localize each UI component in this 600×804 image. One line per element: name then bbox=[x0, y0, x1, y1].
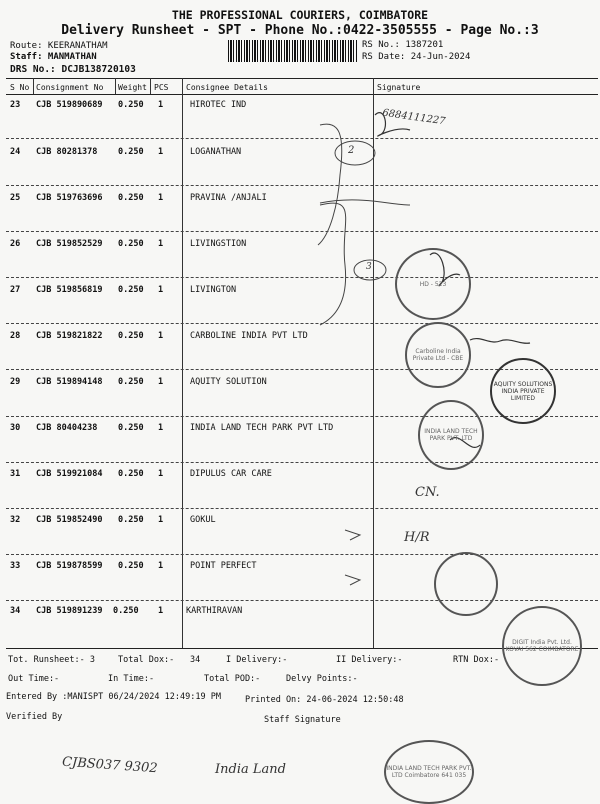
row-consignee: AQUITY SOLUTION bbox=[190, 377, 267, 387]
row-weight: 0.250 bbox=[118, 147, 144, 157]
tot-runsheet: Tot. Runsheet:- 3 bbox=[8, 655, 95, 665]
row-pcs: 1 bbox=[158, 515, 164, 525]
row-pcs: 1 bbox=[158, 423, 164, 433]
row-sno: 29 bbox=[10, 377, 21, 387]
row-pcs: 1 bbox=[158, 469, 164, 479]
entered-by: Entered By :MANISPT 06/24/2024 12:49:19 PM bbox=[6, 692, 221, 702]
verified-by: Verified By bbox=[6, 712, 63, 722]
arrow-mark bbox=[345, 530, 360, 540]
row-weight: 0.250 bbox=[118, 423, 144, 433]
rs-date: RS Date: 24-Jun-2024 bbox=[362, 52, 471, 62]
row-sno: 24 bbox=[10, 147, 21, 157]
row-consignee: LIVINGTON bbox=[190, 285, 237, 295]
row-consignee: KARTHIRAVAN bbox=[186, 606, 243, 616]
row-consignee: INDIA LAND TECH PARK PVT LTD bbox=[190, 423, 334, 433]
row-consignment: CJB 519921084 bbox=[36, 469, 103, 479]
carboline-signature-stroke bbox=[470, 339, 530, 344]
row-consignee: GOKUL bbox=[190, 515, 216, 525]
row-sno: 25 bbox=[10, 193, 21, 203]
hr-note: H/R bbox=[404, 530, 430, 545]
col-header-pcs: PCS bbox=[154, 83, 169, 92]
carboline-stamp: Carboline India Private Ltd - CBE bbox=[405, 322, 471, 388]
row-weight: 0.250 bbox=[113, 606, 139, 616]
cn-note: CN. bbox=[415, 485, 440, 500]
row-consignment: CJB 519894148 bbox=[36, 377, 103, 387]
row-pcs: 1 bbox=[158, 561, 164, 571]
ii-delivery: II Delivery:- bbox=[336, 655, 403, 665]
row-sno: 33 bbox=[10, 561, 21, 571]
total-pod: Total POD:- bbox=[204, 674, 261, 684]
row-consignment: CJB 519856819 bbox=[36, 285, 103, 295]
row-consignment: CJB 519890689 bbox=[36, 100, 103, 110]
circle-mark-2 bbox=[335, 141, 375, 165]
row-weight: 0.250 bbox=[118, 193, 144, 203]
col-header-consignee: Consignee Details bbox=[186, 83, 268, 92]
row-sno: 34 bbox=[10, 606, 21, 616]
bracket-stroke bbox=[318, 124, 342, 245]
drs-number: DRS No.: DCJB138720103 bbox=[10, 64, 136, 75]
row-sno: 23 bbox=[10, 100, 21, 110]
row-sno: 30 bbox=[10, 423, 21, 433]
row-sno: 26 bbox=[10, 239, 21, 249]
circle-3-text: 3 bbox=[366, 262, 372, 272]
row-consignee: HIROTEC IND bbox=[190, 100, 247, 110]
row-pcs: 1 bbox=[158, 285, 164, 295]
company-name: THE PROFESSIONAL COURIERS, COIMBATORE bbox=[171, 8, 429, 22]
hd-stamp: HD - 523 bbox=[395, 248, 471, 320]
total-dox-label: Total Dox:- bbox=[118, 655, 175, 665]
row-consignee: PRAVINA /ANJALI bbox=[190, 193, 267, 203]
row-pcs: 1 bbox=[158, 239, 164, 249]
row-weight: 0.250 bbox=[118, 377, 144, 387]
arrow-mark bbox=[345, 575, 360, 585]
row-pcs: 1 bbox=[158, 147, 164, 157]
row-weight: 0.250 bbox=[118, 515, 144, 525]
row-consignment: CJB 80281378 bbox=[36, 147, 98, 157]
row-consignment: CJB 519763696 bbox=[36, 193, 103, 203]
row-consignee: CARBOLINE INDIA PVT LTD bbox=[190, 331, 308, 341]
row-pcs: 1 bbox=[158, 193, 164, 203]
row-weight: 0.250 bbox=[118, 285, 144, 295]
bracket-stroke-2 bbox=[320, 203, 346, 325]
aquity-stamp: AQUITY SOLUTIONS INDIA PRIVATE LIMITED bbox=[490, 358, 556, 424]
india-land-stamp: INDIA LAND TECH PARK PVT. LTD bbox=[418, 400, 484, 470]
row-consignment: CJB 80404238 bbox=[36, 423, 98, 433]
row-consignee: POINT PERFECT bbox=[190, 561, 257, 571]
runsheet-title: Delivery Runsheet - SPT - Phone No.:0422-3505555 - Page No.:3 bbox=[61, 23, 539, 38]
consignee-col-divider bbox=[182, 78, 183, 648]
hirotec-signature-number: 6884111227 bbox=[381, 107, 447, 128]
row-consignment: CJB 519878599 bbox=[36, 561, 103, 571]
staff-label: Staff: MANMATHAN bbox=[10, 52, 97, 62]
rtn-dox: RTN Dox:- bbox=[453, 655, 500, 665]
barcode bbox=[228, 40, 358, 62]
row-sno: 27 bbox=[10, 285, 21, 295]
row-weight: 0.250 bbox=[118, 239, 144, 249]
row-pcs: 1 bbox=[158, 606, 164, 616]
route-label: Route: KEERANATHAM bbox=[10, 41, 108, 51]
row-consignment: CJB 519821822 bbox=[36, 331, 103, 341]
row-consignment: CJB 519852490 bbox=[36, 515, 103, 525]
total-dox-value: 34 bbox=[190, 655, 201, 665]
digit-stamp: DIGIT India Pvt. Ltd. KOVAI 562 COIMBATORE bbox=[502, 606, 582, 686]
row-pcs: 1 bbox=[158, 100, 164, 110]
row-consignee: LOGANATHAN bbox=[190, 147, 242, 157]
in-time: In Time:- bbox=[108, 674, 155, 684]
rs-number: RS No.: 1387201 bbox=[362, 40, 444, 50]
row-consignment: CJB 519852529 bbox=[36, 239, 103, 249]
printed-on: Printed On: 24-06-2024 12:50:48 bbox=[245, 695, 404, 705]
col-header-signature: Signature bbox=[377, 83, 421, 92]
table-top-border bbox=[6, 78, 598, 79]
point-perfect-stamp bbox=[434, 552, 498, 616]
coimbatore-stamp: INDIA LAND TECH PARK PVT. LTD Coimbatore 641 035 bbox=[384, 740, 474, 804]
row-consignee: LIVINGSTION bbox=[190, 239, 247, 249]
row-pcs: 1 bbox=[158, 377, 164, 387]
row-weight: 0.250 bbox=[118, 469, 144, 479]
row-consignment: CJB 519891239 bbox=[36, 606, 103, 616]
row-sno: 32 bbox=[10, 515, 21, 525]
col-header-weight: Weight bbox=[118, 83, 147, 92]
delvy-points: Delvy Points:- bbox=[286, 674, 358, 684]
handwritten-consignment-note: CJBS037 9302 bbox=[61, 754, 159, 777]
staff-signature-label: Staff Signature bbox=[264, 715, 341, 725]
handwritten-india-land: India Land bbox=[215, 762, 286, 777]
line-stroke bbox=[320, 200, 410, 205]
row-pcs: 1 bbox=[158, 331, 164, 341]
i-delivery: I Delivery:- bbox=[226, 655, 288, 665]
row-consignee: DIPULUS CAR CARE bbox=[190, 469, 272, 479]
col-header-consignment: Consignment No bbox=[36, 83, 104, 92]
row-weight: 0.250 bbox=[118, 331, 144, 341]
row-sno: 28 bbox=[10, 331, 21, 341]
out-time: Out Time:- bbox=[8, 674, 60, 684]
row-sno: 31 bbox=[10, 469, 21, 479]
circle-2-text: 2 bbox=[348, 145, 355, 156]
col-divider bbox=[115, 78, 116, 94]
col-divider bbox=[33, 78, 34, 94]
col-header-sno: S No bbox=[10, 83, 30, 92]
col-divider bbox=[150, 78, 151, 94]
row-weight: 0.250 bbox=[118, 100, 144, 110]
row-weight: 0.250 bbox=[118, 561, 144, 571]
